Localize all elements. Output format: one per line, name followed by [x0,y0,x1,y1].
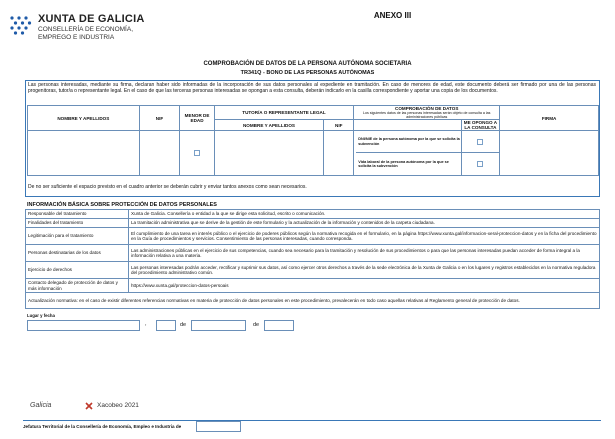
name-input-cell[interactable] [28,131,140,176]
data-protection-title: INFORMACIÓN BÁSICA SOBRE PROTECCIÓN DE DATOS PERSONALES [27,202,217,208]
dp-value: Xunta de Galicia. Consellería o entidad a la que se dirige esta solicitud, escrito o comunicación. [129,210,600,219]
oppose-dni-checkbox[interactable] [477,139,483,145]
dp-key: Contacto delegado de protección de datos y más información [26,279,129,293]
header-name: NOMBRE Y APELLIDOS [28,106,140,131]
check-item-dni: DNI/NIE de la persona autónoma por la que se solicita la subvención [356,131,460,153]
persons-table [27,105,599,176]
dp-key: Finalidades del tratamiento [26,219,129,228]
header-oppose: ME OPONGO A LA CONSULTA [461,120,500,131]
dp-value: Las personas interesadas podrán acceder, rectificar y suprimir sus datos, así como ejercer otros derechos a través de la sede electrónica de la Xunta de Galicia o en los lugares y registros establecidos en la normativa reguladora del procedimiento administrativo común. [129,262,600,279]
space-note: De no ser suficiente el espacio previsto en el cuadro anterior se deberán cubrir y enviar tantos anexos como sean necesarios. [28,184,307,190]
jefatura-label: Jefatura Territorial de la Consellería de Economía, Empleo e Industria de [23,424,182,429]
galicia-logo: Galicia [30,402,52,409]
de-separator: de [180,322,187,328]
nif-input-cell[interactable] [139,131,180,176]
dp-value: El cumplimiento de una tarea en interés público o el ejercicio de poderes públicos según la normativa recogida en el formulario, en la página https://www.xunta.gal/informacion-xeral-proteccion-datos y en la ficha del procedimiento en la Guía de procedimientos y servicios. Consentimiento de las personas interesadas, cuando corresponda. [129,228,600,245]
month-input[interactable] [191,320,246,331]
guardian-nif-input-cell[interactable] [324,131,354,176]
department-name: CONSELLERÍA DE ECONOMÍA, EMPREGO E INDUSTRIA [38,26,133,41]
dp-value: La tramitación administrativa que se derive de la gestión de este formulario y la actualización de la información y contenidos de la carpeta ciudadana. [129,219,600,228]
jefatura-input[interactable] [196,421,241,432]
page-subtitle: TR341Q - BONO DE LAS PERSONAS AUTÓNOMAS [240,70,375,76]
header-nif: NIF [139,106,180,131]
header-guardian-nif: NIF [324,120,354,131]
day-input[interactable] [156,320,176,331]
place-input[interactable] [27,320,140,331]
footer-divider [23,420,601,421]
dp-key: Personas destinatarias de los datos [26,245,129,262]
data-protection-table [25,209,600,309]
oppose-vida-laboral-checkbox[interactable] [477,161,483,167]
dp-key: Ejercicio de derechos [26,262,129,279]
annex-label: ANEXO III [373,11,412,20]
header-data-check: COMPROBACIÓN DE DATOS [395,106,459,111]
header-signature: FIRMA [500,106,599,131]
signature-cell[interactable] [500,131,599,176]
xacobeo-logo: Xacobeo 2021 [97,402,139,409]
place-date-label: Lugar y fecha [27,313,55,318]
guardian-name-input-cell[interactable] [214,131,323,176]
year-input[interactable] [264,320,294,331]
header-guardian: TUTOR/A O REPRESENTANTE LEGAL [214,106,354,120]
brand-name: XUNTA DE GALICIA [38,13,145,25]
dp-key: Legitimación para el tratamiento [26,228,129,245]
header-guardian-name: NOMBRE Y APELLIDOS [214,120,323,131]
dp-update-note: Actualización normativa: en el caso de existir diferentes referencias normativas en materia de protección de datos personales en este procedimiento, prevalecerán en todo caso aquellas relativas al Reglamento general de protección de datos. [26,293,600,309]
xacobeo-logo-icon [84,401,94,411]
check-item-vida-laboral: Vida laboral de la persona autónoma por la que se solicita la subvención [358,159,449,168]
intro-text: Las personas interesadas, mediante su firma, declaran haber sido informadas de la incorporación de sus datos personales al expediente en tramitación. En caso de menores de edad, este documento deberá ser firmado por una de las personas progenitoras, tutor/a o representante legal. En el caso de que las terceras personas interesadas se opongan a esta consulta, deberán indicarlo en la casilla correspondiente y aportar una copia de los documentos. [28,82,596,95]
dp-value: Las administraciones públicas en el ejercicio de sus competencias, cuando sea necesario para la tramitación y resolución de sus procedimientos o para que las personas interesadas puedan acceder de forma integral a la información relativa a una materia. [129,245,600,262]
header-minor: MENOR DE EDAD [180,106,214,131]
dp-key: Responsable del tratamiento [26,210,129,219]
page-title: COMPROBACIÓN DE DATOS DE LA PERSONA AUTÓNOMA SOCIETARIA [203,61,412,67]
header-data-check-sub: Los siguientes datos de las personas interesadas serán objeto de consulta a las administraciones públicas [362,111,491,119]
comma-separator: , [145,321,147,327]
minor-checkbox[interactable] [194,150,200,156]
dp-contact-link[interactable]: https://www.xunta.gal/proteccion-datos-persoais [129,279,600,293]
de-separator: de [253,322,260,328]
